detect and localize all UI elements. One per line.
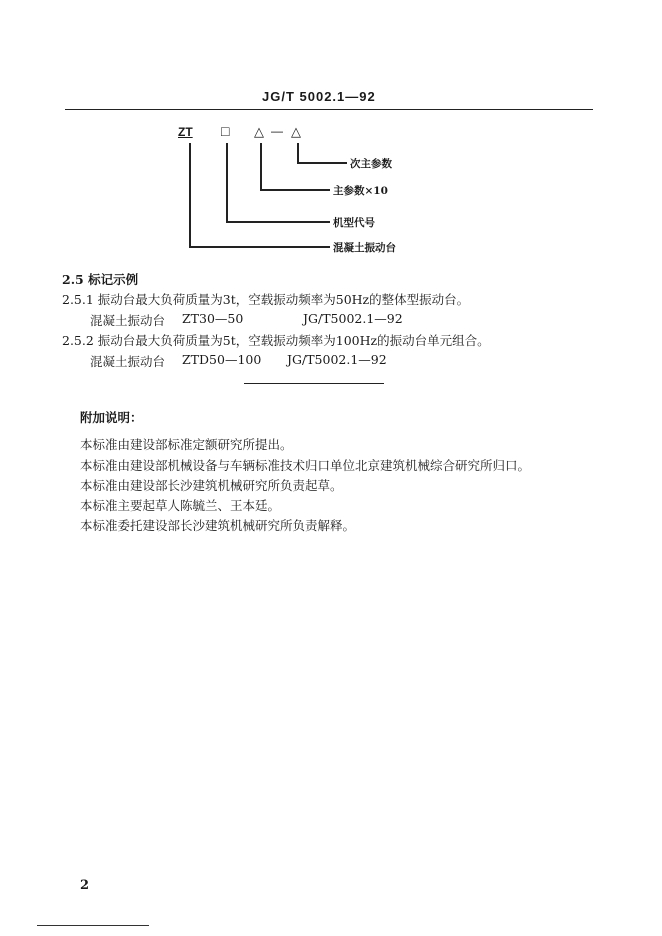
notes-line-2: 本标准由建设部机械设备与车辆标准技术归口单位北京建筑机械综合研究所归口。 — [80, 458, 531, 473]
designation-box: □ — [221, 123, 230, 139]
leader-horizontal-main — [260, 189, 330, 191]
example-1-standard: JG/T5002.1—92 — [303, 311, 403, 326]
designation-dash: — — [271, 124, 283, 138]
notes-line-5: 本标准委托建设部长沙建筑机械研究所负责解释。 — [80, 518, 356, 533]
designation-prefix: ZT — [178, 125, 193, 139]
notes-line-3: 本标准由建设部长沙建筑机械研究所负责起草。 — [80, 478, 343, 493]
separator-rule — [244, 383, 384, 384]
notes-line-1: 本标准由建设部标准定额研究所提出。 — [80, 437, 293, 452]
label-main-parameter: 主参数×10 — [333, 185, 388, 197]
leader-vertical-model — [226, 143, 228, 222]
example-2-name: 混凝土振动台 — [90, 354, 166, 369]
example-1-name: 混凝土振动台 — [90, 313, 166, 328]
header-rule — [65, 109, 593, 110]
leader-horizontal-model — [226, 221, 330, 223]
leader-horizontal-secondary — [297, 162, 347, 164]
example-1-text: 2.5.1 振动台最大负荷质量为3t，空载振动频率为50Hz的整体型振动台。 — [62, 292, 470, 307]
section-heading: 2.5 标记示例 — [62, 272, 139, 287]
example-1-code: ZT30—50 — [182, 311, 244, 326]
leader-vertical-product — [189, 143, 191, 247]
designation-triangle-1: △ — [254, 124, 264, 139]
standard-code-header: JG/T 5002.1—92 — [262, 89, 376, 104]
label-model-code: 机型代号 — [333, 217, 375, 229]
example-2-standard: JG/T5002.1—92 — [287, 352, 387, 367]
notes-line-4: 本标准主要起草人陈毓兰、王本廷。 — [80, 498, 281, 513]
bottom-rule — [37, 925, 149, 926]
label-product-name: 混凝土振动台 — [333, 242, 396, 254]
label-secondary-parameter: 次主参数 — [350, 158, 392, 170]
leader-vertical-main — [260, 143, 262, 190]
page-number: 2 — [80, 878, 90, 893]
notes-title: 附加说明： — [80, 410, 143, 425]
leader-horizontal-product — [189, 246, 330, 248]
example-2-code: ZTD50—100 — [182, 352, 262, 367]
leader-vertical-secondary — [297, 143, 299, 163]
example-2-text: 2.5.2 振动台最大负荷质量为5t，空载振动频率为100Hz的振动台单元组合。 — [62, 333, 490, 348]
designation-triangle-2: △ — [291, 124, 301, 139]
